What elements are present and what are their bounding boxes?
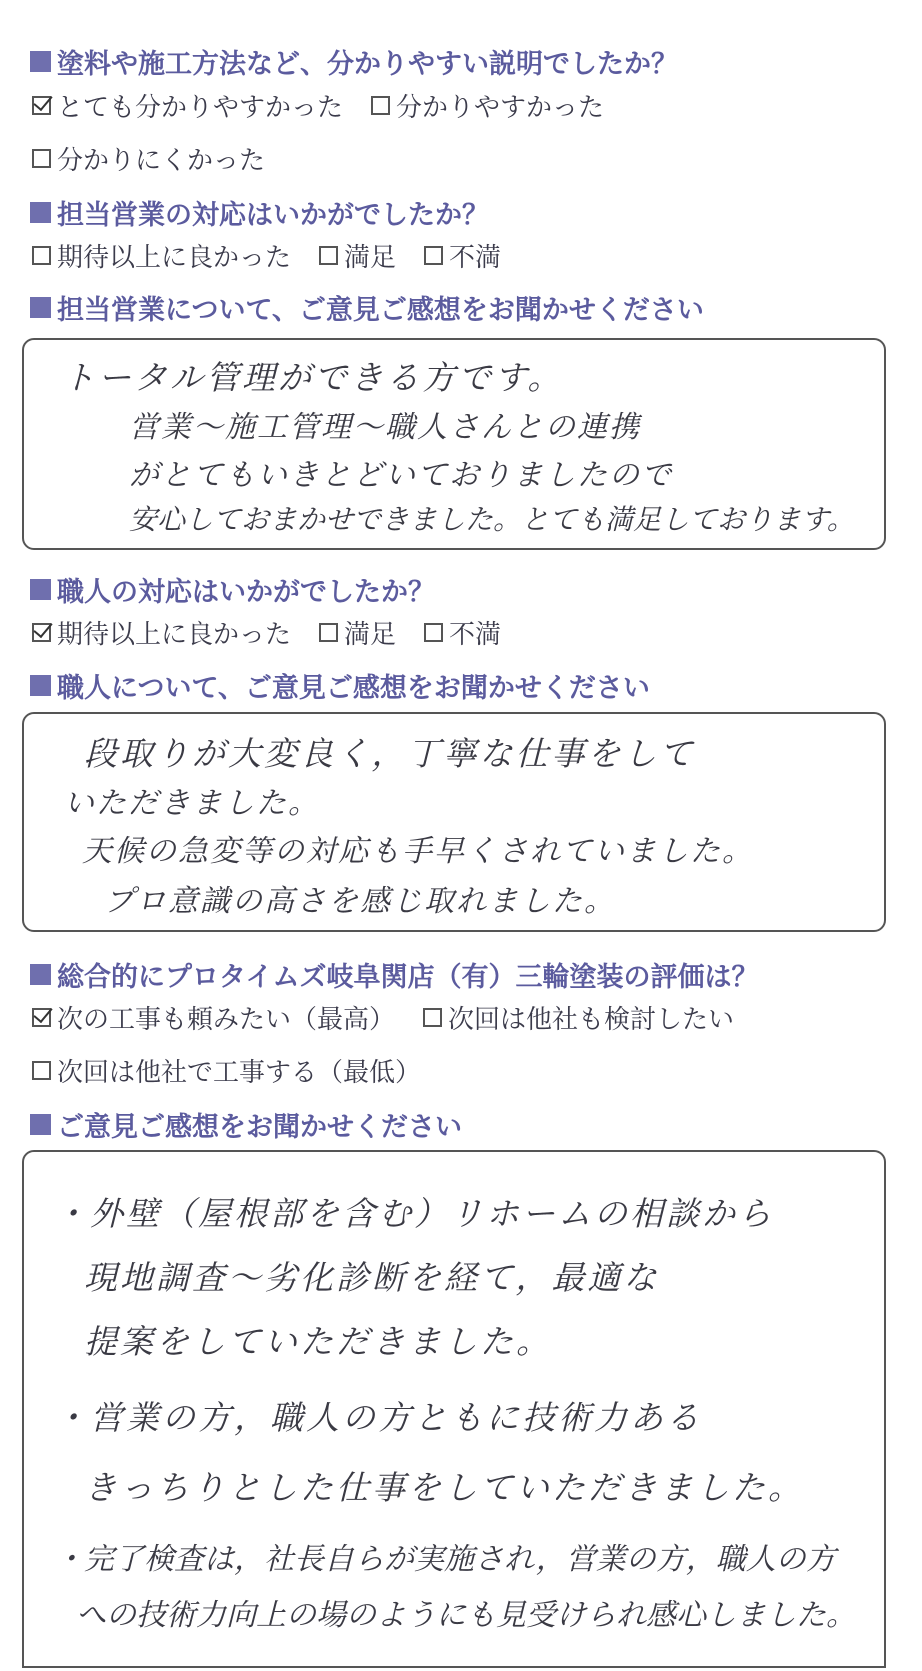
handwritten-line: プロ意識の高さを感じ取れました。 <box>104 884 616 919</box>
square-bullet-icon <box>30 1114 51 1135</box>
option-label: 分かりにくかった <box>57 146 266 176</box>
option-clear[interactable] <box>371 87 604 124</box>
option-consider-others[interactable] <box>423 999 734 1036</box>
option-satisfied[interactable] <box>319 614 396 651</box>
handwritten-line: 現地調査～劣化診断を経て，最適な <box>84 1258 660 1297</box>
option-label: 次の工事も頼みたい（最高） <box>57 1005 396 1035</box>
option-label: 不満 <box>449 243 502 273</box>
checkbox-icon[interactable] <box>424 246 443 265</box>
square-bullet-icon <box>30 297 51 318</box>
craftsman-response-heading-text: 職人の対応はいかがでしたか？ <box>57 577 435 608</box>
explanation-options-row1 <box>32 87 632 124</box>
overall-heading-text: 総合的にプロタイムズ岐阜関店（有）三輪塗装の評価は？ <box>57 962 759 993</box>
checkbox-icon[interactable] <box>319 246 338 265</box>
overall-options-row1 <box>32 999 762 1036</box>
option-label: 次回は他社で工事する（最低） <box>57 1058 422 1088</box>
craftsman-comment-heading <box>30 666 650 705</box>
handwritten-line: 天候の急変等の対応も手早くされていました。 <box>82 834 754 869</box>
checkbox-icon[interactable] <box>32 149 51 168</box>
option-best[interactable] <box>32 999 395 1036</box>
handwritten-line: ・営業の方，職人の方ともに技術力ある <box>54 1398 702 1437</box>
handwritten-line: きっちりとした仕事をしていただきました。 <box>84 1468 804 1507</box>
craftsman-response-heading <box>30 570 435 609</box>
option-label: 分かりやすかった <box>396 93 605 123</box>
option-dissatisfied[interactable] <box>424 614 501 651</box>
sales-response-heading <box>30 193 489 232</box>
handwritten-line: 提案をしていただきました。 <box>84 1322 552 1361</box>
handwritten-line: いただきました。 <box>64 786 320 821</box>
option-label: 期待以上に良かった <box>57 243 292 273</box>
explanation-heading <box>30 42 678 81</box>
option-satisfied[interactable] <box>319 237 396 274</box>
checkbox-checked-icon[interactable] <box>32 623 51 642</box>
option-exceeded[interactable] <box>32 614 291 651</box>
square-bullet-icon <box>30 202 51 223</box>
sales-comment-box <box>22 338 886 550</box>
option-label: 満足 <box>344 620 397 650</box>
option-worst[interactable] <box>32 1052 421 1089</box>
handwritten-line: ・完了検査は，社長自らが実施され，営業の方，職人の方 <box>54 1542 836 1577</box>
explanation-heading-text: 塗料や施工方法など、分かりやすい説明でしたか？ <box>57 49 678 80</box>
option-dissatisfied[interactable] <box>424 237 501 274</box>
checkbox-checked-icon[interactable] <box>32 1008 51 1027</box>
sales-response-heading-text: 担当営業の対応はいかがでしたか？ <box>57 200 489 231</box>
option-very-clear[interactable] <box>32 87 343 124</box>
handwritten-line: 営業～施工管理～職人さんとの連携 <box>129 410 641 445</box>
option-label: 不満 <box>449 620 502 650</box>
option-exceeded[interactable] <box>32 237 291 274</box>
square-bullet-icon <box>30 675 51 696</box>
handwritten-line: がとてもいきとどいておりましたので <box>129 458 673 493</box>
sales-comment-heading-text: 担当営業について、ご意見ご感想をお聞かせください <box>57 295 704 326</box>
explanation-options-row2 <box>32 140 293 177</box>
overall-options-row2 <box>32 1052 449 1089</box>
checkbox-checked-icon[interactable] <box>32 96 51 115</box>
sales-response-options <box>32 237 529 274</box>
sales-comment-heading <box>30 288 704 327</box>
overall-heading <box>30 955 758 994</box>
handwritten-line: への技術力向上の場のようにも見受けられ感心しました。 <box>76 1598 856 1633</box>
handwritten-line: 安心しておまかせできました。とても満足しております。 <box>129 503 855 536</box>
option-label: とても分かりやすかった <box>57 93 344 123</box>
general-comment-heading-text: ご意見ご感想をお聞かせください <box>57 1112 462 1143</box>
checkbox-icon[interactable] <box>371 96 390 115</box>
checkbox-icon[interactable] <box>424 623 443 642</box>
square-bullet-icon <box>30 51 51 72</box>
handwritten-line: 段取りが大変良く，丁寧な仕事をして <box>84 734 696 773</box>
option-label: 次回は他社も検討したい <box>448 1005 735 1035</box>
craftsman-comment-heading-text: 職人について、ご意見ご感想をお聞かせください <box>57 673 650 704</box>
handwritten-line: ・外壁（屋根部を含む）リホームの相談から <box>54 1194 774 1233</box>
square-bullet-icon <box>30 964 51 985</box>
craftsman-comment-box <box>22 712 886 932</box>
checkbox-icon[interactable] <box>32 1061 51 1080</box>
option-label: 満足 <box>344 243 397 273</box>
handwritten-line: トータル管理ができる方です。 <box>62 358 564 397</box>
square-bullet-icon <box>30 579 51 600</box>
checkbox-icon[interactable] <box>319 623 338 642</box>
general-comment-heading <box>30 1105 462 1144</box>
general-comment-box <box>22 1150 886 1668</box>
checkbox-icon[interactable] <box>32 246 51 265</box>
option-label: 期待以上に良かった <box>57 620 292 650</box>
craftsman-response-options <box>32 614 529 651</box>
checkbox-icon[interactable] <box>423 1008 442 1027</box>
option-unclear[interactable] <box>32 140 265 177</box>
